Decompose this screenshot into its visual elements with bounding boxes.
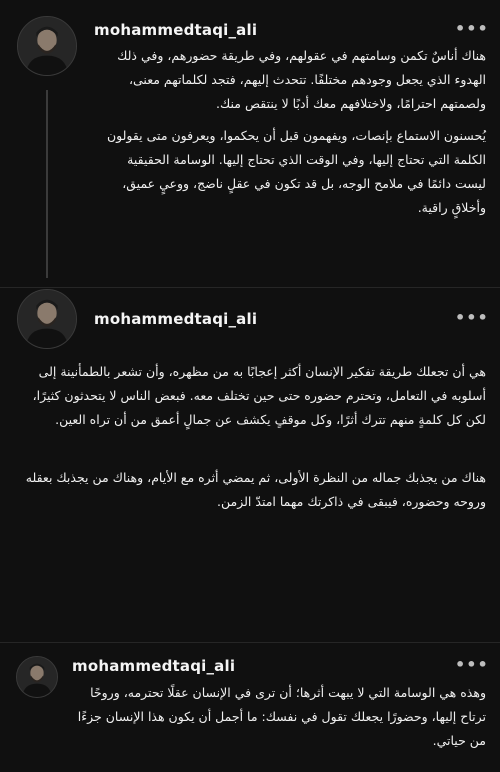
post-username[interactable]: mohammedtaqi_ali [72,657,236,675]
post-username[interactable]: mohammedtaqi_ali [94,310,258,328]
post-2 [0,288,500,638]
thread-line [46,90,48,278]
post-paragraph: هناك أناسٌ تكمن وسامتهم في عقولهم، وفي طريقة حضورهم، وفي ذلك الهدوء الذي يجعل وجودهم مختلفًا. تتحدث إليهم، فتجد لكلماتهم معنى، ولصمتهم احترامًا، ولاختلافهم معك أدبًا لا ينتقص منك. [117,48,486,111]
profile-photo-icon [17,657,57,697]
more-options-icon[interactable]: ••• [455,308,489,327]
profile-photo-icon [18,290,76,348]
more-options-icon[interactable]: ••• [455,655,489,674]
post-3 [0,643,500,772]
post-username[interactable]: mohammedtaqi_ali [94,21,258,39]
post-paragraph: هناك من يجذبك جماله من النظرة الأولى، ثم يمضي أثره مع الأيام، وهناك من يجذبك بعقله وروحه وحضوره، فيبقى في ذاكرتك مهما امتدّ الزمن. [25,470,486,509]
post-paragraph: يُحسنون الاستماع بإنصات، ويفهمون قبل أن يحكموا، ويعرفون متى يقولون الكلمة التي تحتاج إليها، وفي الوقت الذي تحتاج إليها. الوسامة الحقيقية ليست دائمًا في ملامح الوجه، بل قد تكون في عقلٍ ناضج، ووعيٍ عميق، وأخلاقٍ راقية. [106,128,486,215]
avatar[interactable] [16,656,58,698]
post-paragraph: هي أن تجعلك طريقة تفكير الإنسان أكثر إعجابًا به من مظهره، وأن تشعر بالطمأنينة إلى أسلوبه في التعامل، وتحترم حضوره حتى حين تختلف معه. فبعض الناس لا يتحدثون كثيرًا، لكن كل كلمةٍ منهم تترك أثرًا، وكل موقفٍ يكشف عن جمالٍ أعمق من أن تراه العين. [32,364,486,427]
profile-photo-icon [18,17,76,75]
avatar[interactable] [17,289,77,349]
avatar[interactable] [17,16,77,76]
more-options-icon[interactable]: ••• [455,19,489,38]
post-paragraph: وهذه هي الوسامة التي لا يبهت أثرها؛ أن ترى في الإنسان عقلًا تحترمه، وروحًا ترتاح إليها، وحضورًا يجعلك تقول في نفسك: ما أجمل أن يكون هذا الإنسان جزءًا من حياتي. [77,685,486,748]
post-1 [0,0,500,290]
